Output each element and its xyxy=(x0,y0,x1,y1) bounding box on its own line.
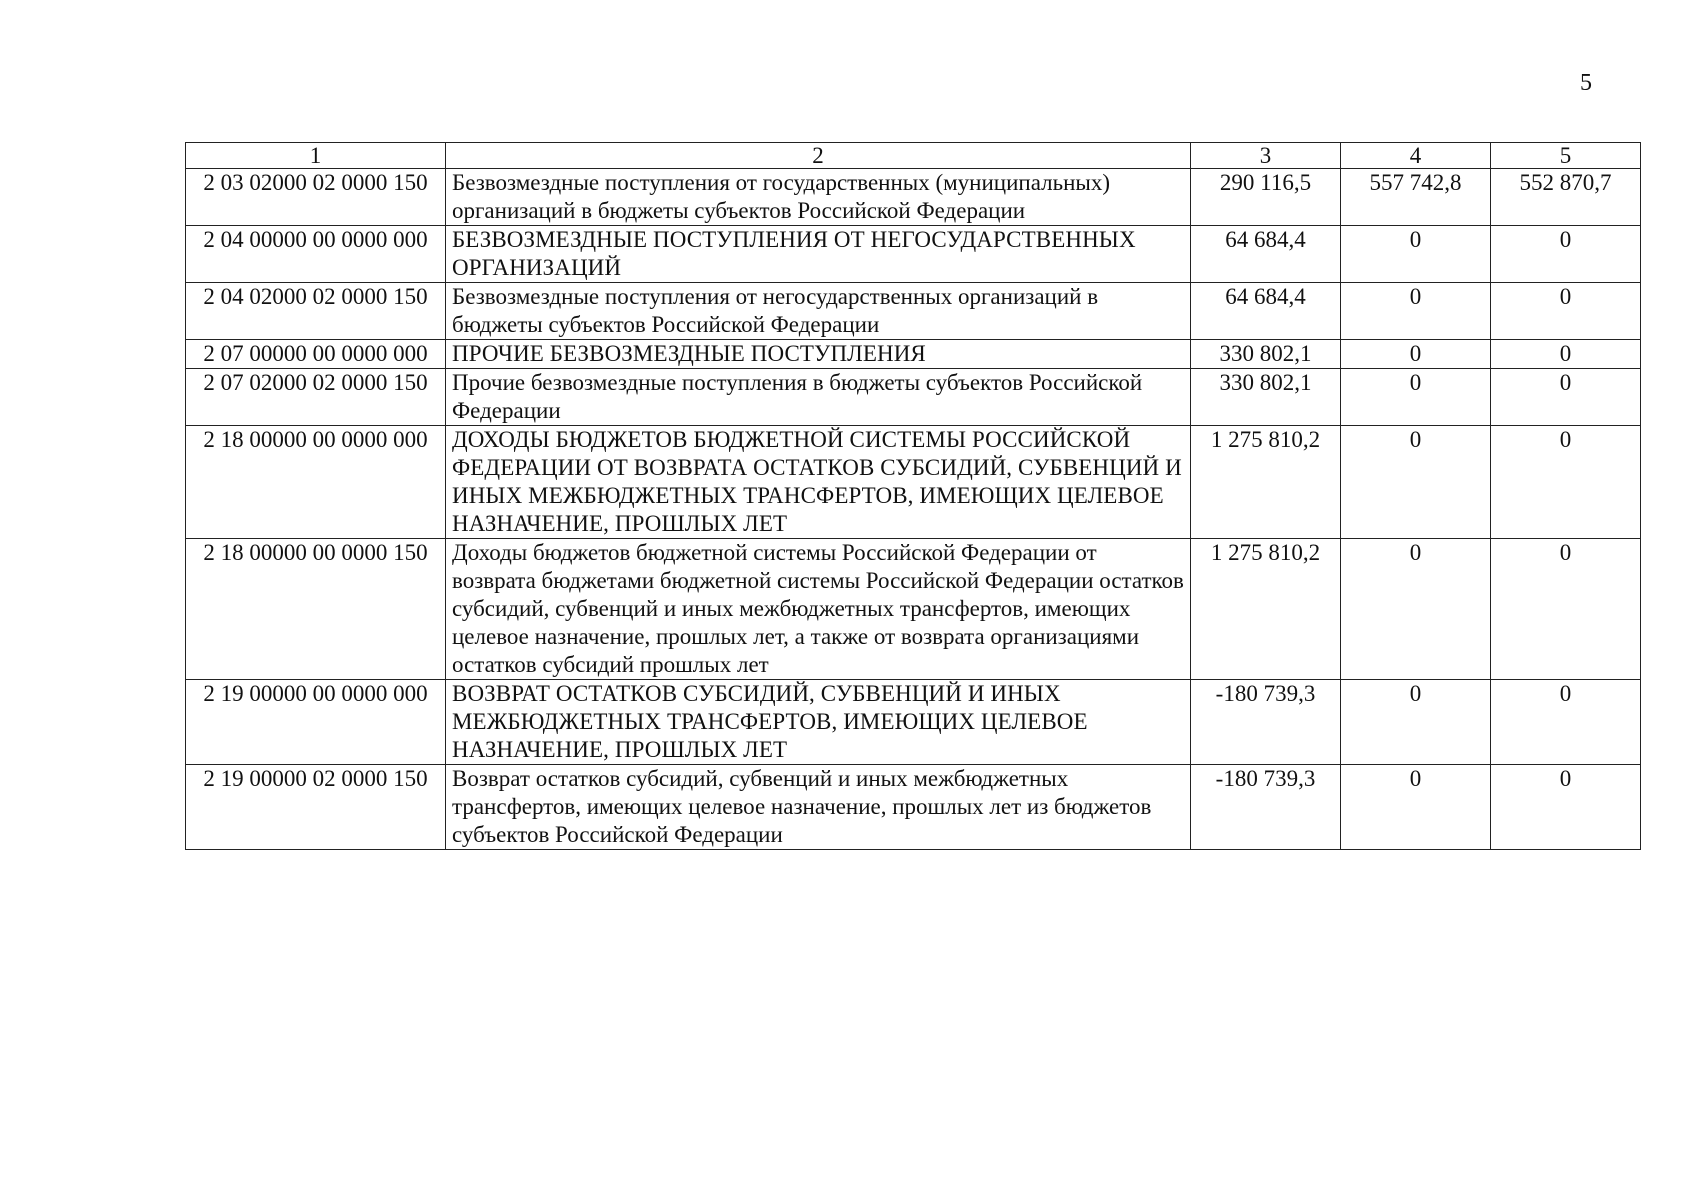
row-code: 2 04 02000 02 0000 150 xyxy=(186,283,446,340)
table-row xyxy=(186,426,1641,539)
page-number: 5 xyxy=(1580,70,1592,96)
row-value-col4: 0 xyxy=(1341,680,1491,765)
row-code: 2 07 00000 00 0000 000 xyxy=(186,340,446,369)
table-row xyxy=(186,369,1641,426)
row-value-col5: 0 xyxy=(1491,426,1641,539)
row-code: 2 19 00000 00 0000 000 xyxy=(186,680,446,765)
row-value-col3: 1 275 810,2 xyxy=(1191,426,1341,539)
row-name: БЕЗВОЗМЕЗДНЫЕ ПОСТУПЛЕНИЯ ОТ НЕГОСУДАРСТВЕННЫХ ОРГАНИЗАЦИЙ xyxy=(446,226,1191,283)
row-value-col5: 552 870,7 xyxy=(1491,169,1641,226)
row-name: Возврат остатков субсидий, субвенций и иных межбюджетных трансфертов, имеющих целевое назначение, прошлых лет из бюджетов субъектов Российской Федерации xyxy=(446,765,1191,850)
table-row xyxy=(186,169,1641,226)
row-name: Доходы бюджетов бюджетной системы Российской Федерации от возврата бюджетами бюджетной системы Российской Федерации остатков субсидий, субвенций и иных межбюджетных трансфертов, имеющих целевое назначение, прошлых лет, а также от возврата организациями остатков субсидий прошлых лет xyxy=(446,539,1191,680)
row-code: 2 04 00000 00 0000 000 xyxy=(186,226,446,283)
row-name: ПРОЧИЕ БЕЗВОЗМЕЗДНЫЕ ПОСТУПЛЕНИЯ xyxy=(446,340,1191,369)
table-row xyxy=(186,340,1641,369)
column-header-1: 1 xyxy=(186,143,446,169)
row-code: 2 19 00000 02 0000 150 xyxy=(186,765,446,850)
row-value-col3: 290 116,5 xyxy=(1191,169,1341,226)
row-value-col5: 0 xyxy=(1491,680,1641,765)
table-row xyxy=(186,226,1641,283)
row-code: 2 18 00000 00 0000 150 xyxy=(186,539,446,680)
row-value-col4: 0 xyxy=(1341,340,1491,369)
row-value-col3: 330 802,1 xyxy=(1191,369,1341,426)
row-value-col4: 0 xyxy=(1341,226,1491,283)
column-header-5: 5 xyxy=(1491,143,1641,169)
row-value-col4: 0 xyxy=(1341,426,1491,539)
row-value-col4: 0 xyxy=(1341,369,1491,426)
table-row xyxy=(186,539,1641,680)
row-value-col3: 64 684,4 xyxy=(1191,283,1341,340)
row-code: 2 07 02000 02 0000 150 xyxy=(186,369,446,426)
row-value-col4: 0 xyxy=(1341,283,1491,340)
row-name: Безвозмездные поступления от государственных (муниципальных) организаций в бюджеты субъектов Российской Федерации xyxy=(446,169,1191,226)
row-value-col5: 0 xyxy=(1491,765,1641,850)
row-value-col4: 557 742,8 xyxy=(1341,169,1491,226)
table-row xyxy=(186,283,1641,340)
row-value-col3: -180 739,3 xyxy=(1191,680,1341,765)
row-name: Безвозмездные поступления от негосударственных организаций в бюджеты субъектов Российской Федерации xyxy=(446,283,1191,340)
row-value-col3: -180 739,3 xyxy=(1191,765,1341,850)
row-name: ДОХОДЫ БЮДЖЕТОВ БЮДЖЕТНОЙ СИСТЕМЫ РОССИЙСКОЙ ФЕДЕРАЦИИ ОТ ВОЗВРАТА ОСТАТКОВ СУБСИДИЙ, СУБВЕНЦИЙ И ИНЫХ МЕЖБЮДЖЕТНЫХ ТРАНСФЕРТОВ, ИМЕЮЩИХ ЦЕЛЕВОЕ НАЗНАЧЕНИЕ, ПРОШЛЫХ ЛЕТ xyxy=(446,426,1191,539)
row-value-col4: 0 xyxy=(1341,765,1491,850)
row-value-col3: 1 275 810,2 xyxy=(1191,539,1341,680)
row-value-col3: 64 684,4 xyxy=(1191,226,1341,283)
row-value-col5: 0 xyxy=(1491,539,1641,680)
table-row xyxy=(186,765,1641,850)
row-code: 2 03 02000 02 0000 150 xyxy=(186,169,446,226)
row-value-col4: 0 xyxy=(1341,539,1491,680)
table-header-row xyxy=(186,143,1641,169)
table-row xyxy=(186,680,1641,765)
column-header-2: 2 xyxy=(446,143,1191,169)
row-value-col5: 0 xyxy=(1491,340,1641,369)
column-header-4: 4 xyxy=(1341,143,1491,169)
row-name: ВОЗВРАТ ОСТАТКОВ СУБСИДИЙ, СУБВЕНЦИЙ И ИНЫХ МЕЖБЮДЖЕТНЫХ ТРАНСФЕРТОВ, ИМЕЮЩИХ ЦЕЛЕВОЕ НАЗНАЧЕНИЕ, ПРОШЛЫХ ЛЕТ xyxy=(446,680,1191,765)
row-value-col5: 0 xyxy=(1491,226,1641,283)
row-value-col5: 0 xyxy=(1491,283,1641,340)
row-value-col3: 330 802,1 xyxy=(1191,340,1341,369)
budget-table xyxy=(185,142,1641,850)
row-value-col5: 0 xyxy=(1491,369,1641,426)
row-code: 2 18 00000 00 0000 000 xyxy=(186,426,446,539)
column-header-3: 3 xyxy=(1191,143,1341,169)
row-name: Прочие безвозмездные поступления в бюджеты субъектов Российской Федерации xyxy=(446,369,1191,426)
